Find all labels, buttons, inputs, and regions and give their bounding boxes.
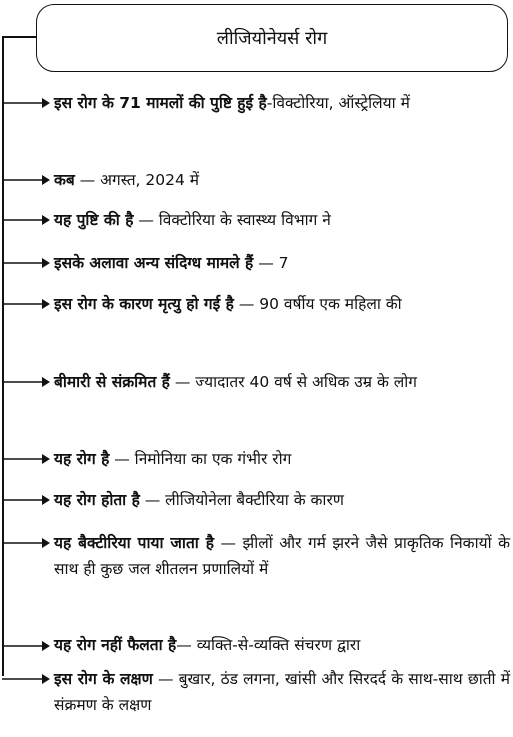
arrow-icon (2, 97, 50, 109)
arrow-icon (2, 257, 50, 269)
fact-key: यह रोग होता है (54, 491, 140, 509)
arrow-icon (2, 537, 50, 549)
fact-key: इस रोग के लक्षण (54, 670, 153, 688)
fact-item-3 (54, 207, 510, 233)
fact-value: — निमोनिया का एक गंभीर रोग (109, 450, 292, 468)
fact-item-10 (54, 632, 510, 658)
fact-value: — लीजियोनेला बैक्टीरिया के कारण (139, 491, 344, 509)
fact-key: यह रोग नहीं फैलता है (54, 636, 177, 654)
fact-item-1 (54, 90, 510, 116)
fact-key: इस रोग के कारण मृत्यु हो गई है (54, 295, 234, 313)
arrow-icon (2, 640, 50, 652)
fact-key: इसके अलावा अन्य संदिग्ध मामले हैं (54, 254, 254, 272)
title-box (36, 4, 508, 72)
fact-value: — बुखार, ठंड लगना, खांसी और सिरदर्द के साथ-साथ छाती में संक्रमण के लक्षण (54, 670, 510, 714)
fact-key: कब (54, 171, 75, 189)
fact-item-4 (54, 250, 510, 276)
arrow-icon (2, 376, 50, 388)
connector-spine (2, 36, 4, 676)
fact-item-6 (54, 369, 510, 395)
fact-value: — अगस्त, 2024 में (74, 171, 200, 189)
fact-value: — व्यक्ति-से-व्यक्ति संचरण द्वारा (176, 636, 361, 654)
fact-item-8 (54, 487, 510, 513)
arrow-icon (2, 174, 50, 186)
fact-item-5 (54, 291, 510, 317)
fact-value: -विक्टोरिया, ऑस्ट्रेलिया में (266, 94, 410, 112)
arrow-icon (2, 453, 50, 465)
fact-key: यह पुष्टि की है (54, 211, 134, 229)
fact-value: — विक्टोरिया के स्वास्थ्य विभाग ने (133, 211, 331, 229)
fact-value: — ज्यादातर 40 वर्ष से अधिक उम्र के लोग (169, 373, 418, 391)
connector-top (2, 36, 36, 38)
fact-value: — 7 (253, 254, 289, 272)
fact-value: — झीलों और गर्म झरने जैसे प्राकृतिक निकायों के साथ ही कुछ जल शीतलन प्रणालियों में (54, 534, 510, 578)
fact-item-11 (54, 666, 510, 718)
fact-key: यह बैक्टीरिया पाया जाता है (54, 534, 214, 552)
arrow-icon (2, 214, 50, 226)
arrow-icon (2, 298, 50, 310)
fact-key: इस रोग के 71 मामलों की पुष्टि हुई है (54, 94, 267, 112)
fact-key: बीमारी से संक्रमित हैं (54, 373, 170, 391)
fact-item-9 (54, 530, 510, 582)
arrow-icon (2, 673, 50, 685)
arrow-icon (2, 494, 50, 506)
fact-value: — 90 वर्षीय एक महिला की (233, 295, 402, 313)
fact-key: यह रोग है (54, 450, 110, 468)
page-title: लीजियोनेयर्स रोग (216, 28, 328, 49)
fact-item-2 (54, 167, 510, 193)
fact-item-7 (54, 446, 510, 472)
